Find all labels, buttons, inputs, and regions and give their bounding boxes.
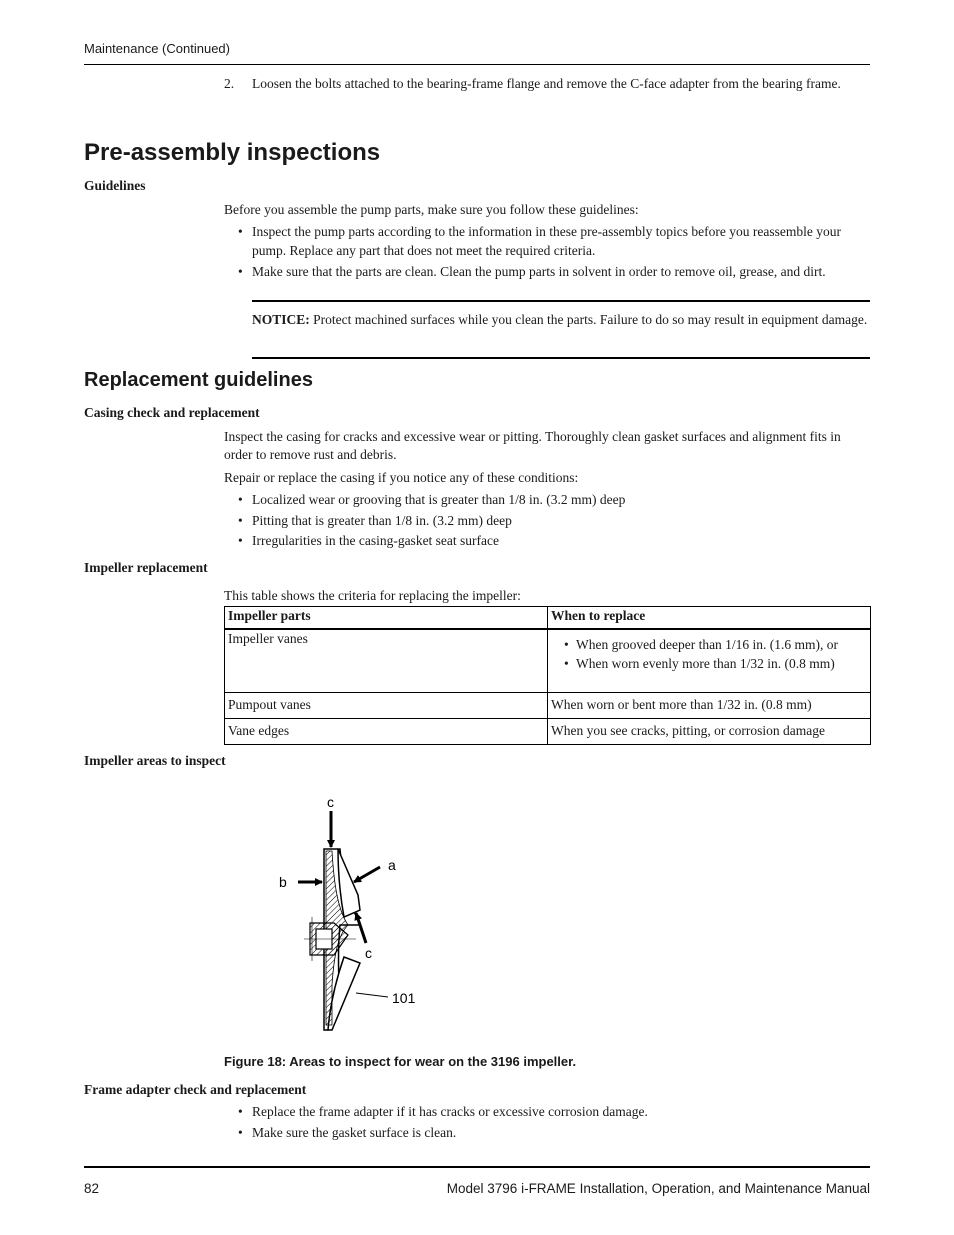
arrow-c-side xyxy=(356,913,366,943)
table-header-row xyxy=(225,607,871,630)
impeller-figure xyxy=(260,785,460,1040)
footer-rule xyxy=(84,1166,870,1168)
list-item-text: When grooved deeper than 1/16 in. (1.6 mm), or xyxy=(576,637,839,652)
heading-casing: Casing check and replacement xyxy=(84,405,260,420)
impeller-section xyxy=(304,849,360,1030)
section-title-replacement: Replacement guidelines xyxy=(84,369,313,391)
label-c-top: c xyxy=(327,794,334,810)
figure-caption: Figure 18: Areas to inspect for wear on the 3196 impeller. xyxy=(224,1054,577,1069)
list-item xyxy=(551,635,867,654)
list-item-text: When worn evenly more than 1/32 in. (0.8 mm) xyxy=(576,656,835,671)
bullet-dot: • xyxy=(238,264,243,279)
casing-paragraph-2: Repair or replace the casing if you notice any of these conditions: xyxy=(224,470,579,485)
header-rule xyxy=(84,64,870,65)
notice-box xyxy=(252,310,870,329)
impeller-criteria-table xyxy=(224,606,871,745)
heading-impeller: Impeller replacement xyxy=(84,560,208,575)
table-row xyxy=(225,629,871,693)
manual-title: Model 3796 i-FRAME Installation, Operation, and Maintenance Manual xyxy=(446,1181,870,1196)
bullet-text: Localized wear or grooving that is greater than 1/8 in. (3.2 mm) deep xyxy=(252,492,626,507)
bullet-text: Irregularities in the casing-gasket seat surface xyxy=(252,533,500,548)
bullet-dot: • xyxy=(564,637,569,652)
bullet-text: Make sure that the parts are clean. Clean the pump parts in solvent in order to remove oil, grease, and dirt. xyxy=(252,264,826,279)
step-text: Loosen the bolts attached to the bearing-frame flange and remove the C-face adapter from the bearing frame. xyxy=(252,76,841,91)
heading-impeller-areas: Impeller areas to inspect xyxy=(84,753,226,768)
bullet-text: Make sure the gasket surface is clean. xyxy=(252,1125,457,1140)
label-c-side: c xyxy=(365,945,372,961)
guidelines-intro: Before you assemble the pump parts, make sure you follow these guidelines: xyxy=(224,202,639,217)
label-a: a xyxy=(388,857,396,873)
table-cell-when xyxy=(548,629,871,693)
table-cell-when: When you see cracks, pitting, or corrosion damage xyxy=(548,719,871,745)
notice-text: Protect machined surfaces while you clean the parts. Failure to do so may result in equipment damage. xyxy=(313,312,868,327)
impeller-intro: This table shows the criteria for replacing the impeller: xyxy=(224,588,521,603)
bullet-text: Replace the frame adapter if it has cracks or excessive corrosion damage. xyxy=(252,1104,648,1119)
bullet-dot: • xyxy=(238,533,243,548)
label-b: b xyxy=(279,874,287,890)
arrow-a xyxy=(354,867,380,882)
notice-label: NOTICE: xyxy=(252,312,310,327)
heading-frame-adapter: Frame adapter check and replacement xyxy=(84,1082,307,1097)
bullet-dot: • xyxy=(238,1104,243,1119)
table-cell-when: When worn or bent more than 1/32 in. (0.8 mm) xyxy=(548,693,871,719)
casing-paragraph-1: Inspect the casing for cracks and excessive wear or pitting. Thoroughly clean gasket surfaces and alignment fits in order to remove rust and debris. xyxy=(224,429,841,462)
bullet-dot: • xyxy=(238,492,243,507)
leader-101 xyxy=(356,993,388,997)
step-number: 2. xyxy=(224,76,235,91)
table-row xyxy=(225,693,871,719)
table-cell-part: Vane edges xyxy=(225,719,548,745)
bullet-text: Inspect the pump parts according to the information in these pre-assembly topics before you reassemble your pump. Replace any part that does not meet the required criteria. xyxy=(252,224,841,258)
notice-top-rule xyxy=(252,300,870,302)
bullet-dot: • xyxy=(238,1125,243,1140)
bullet-dot: • xyxy=(564,656,569,671)
table-cell-part: Impeller vanes xyxy=(225,629,548,693)
label-part-101: 101 xyxy=(392,990,416,1006)
table-header-cell: When to replace xyxy=(548,607,871,630)
list-item xyxy=(551,654,867,673)
section-title-pre-assembly: Pre-assembly inspections xyxy=(84,139,381,166)
page-number: 82 xyxy=(84,1181,100,1196)
bullet-dot: • xyxy=(238,224,243,239)
table-row xyxy=(225,719,871,745)
table-cell-part: Pumpout vanes xyxy=(225,693,548,719)
running-header: Maintenance (Continued) xyxy=(84,41,230,56)
bullet-text: Pitting that is greater than 1/8 in. (3.2 mm) deep xyxy=(252,513,512,528)
table-header-cell: Impeller parts xyxy=(225,607,548,630)
heading-guidelines: Guidelines xyxy=(84,178,146,193)
notice-bottom-rule xyxy=(252,357,870,359)
bullet-dot: • xyxy=(238,513,243,528)
